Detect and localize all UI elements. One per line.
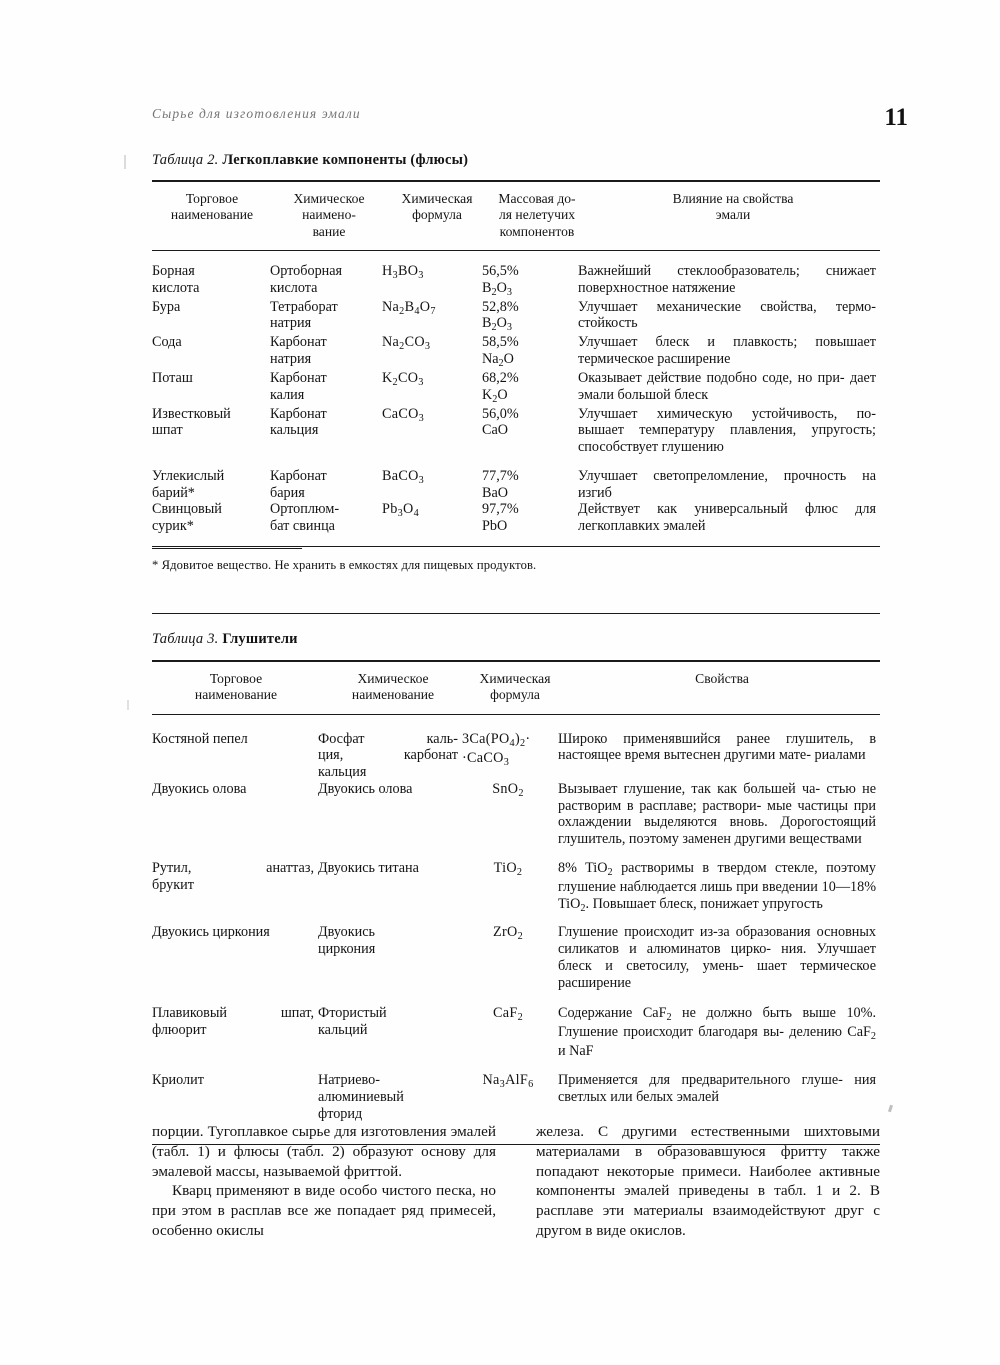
cell-trade-name: Известковый шпат [152, 405, 231, 439]
table-3-header-row [152, 662, 880, 714]
cell-properties: Содержание CaF$_2$ не должно быть выше 10%. Глушение происходит благодаря вы- делению CaF$_2$ и NaF [558, 1005, 876, 1060]
cell-trade-name: Костяной пепел [152, 730, 248, 747]
body-columns [152, 1122, 880, 1241]
table-row [152, 991, 880, 1060]
table-2-body [152, 263, 880, 535]
cell-chemical-name: Натриево- алюминиевый фторид [318, 1072, 404, 1122]
table-3-body [152, 731, 880, 1123]
table-row [152, 456, 880, 502]
cell-trade-name: Плавиковый шпат, флюорит [152, 1005, 314, 1039]
col-header-mass-fraction: Массовая до- ля нелетучих компонентов [498, 191, 576, 239]
cell-trade-name: Поташ [152, 369, 193, 386]
cell-properties: Глушение происходит из-за образования основных силикатов и алюминатов цирко- ния. Улучшает блеск и светосилу, умень- шает термическое расширение [558, 924, 877, 991]
col-header-properties: Свойства [695, 671, 749, 686]
cell-chemical-name: Двуокись циркония [318, 924, 376, 958]
table-3-above-rule [152, 613, 880, 614]
cell-chemical-formula: CaF$_2$ [493, 1005, 523, 1024]
col-header-trade-name: Торговое наименование [194, 671, 278, 703]
cell-chemical-formula: $Pb_3O_4$ [382, 501, 419, 520]
table-2-header-row [152, 182, 880, 250]
cell-chemical-formula: $K_2CO_3$ [382, 369, 424, 388]
running-head: Сырье для изготовления эмали [152, 106, 361, 121]
table-row [152, 914, 880, 991]
table-row [152, 299, 880, 335]
cell-chemical-formula: $Na_3AlF_6$ [482, 1072, 534, 1090]
cell-chemical-name: Двуокись титана [318, 859, 419, 876]
cell-properties: 8% TiO$_2$ растворимы в твердом стекле, поэтому глушение наблюдается лишь при введении 10—18% TiO$_2$. Повышает блеск, понижает упругость [558, 859, 877, 914]
cell-mass-fraction: 58,5% $Na_2O$ [482, 334, 519, 369]
cell-chemical-formula: TiO$_2$ [493, 859, 523, 878]
col-header-chemical-name: Химическое наименование [351, 671, 435, 703]
cell-properties: Применяется для предварительного глуше- ния светлых или белых эмалей [558, 1072, 876, 1105]
table-row [152, 848, 880, 915]
table-2-bottom-rule [152, 546, 880, 547]
cell-effect: Оказывает действие подобно соде, но при- дает эмали большой блеск [578, 369, 877, 403]
cell-mass-fraction: 77,7% BaO [482, 467, 519, 501]
cell-chemical-name: Фтористый кальций [318, 1005, 387, 1039]
page-number: 11 [884, 104, 908, 131]
table-row [152, 406, 880, 456]
cell-mass-fraction: 52,8% $B_2O_3$ [482, 298, 519, 334]
footnote-rule [152, 548, 302, 549]
table-3-caption-number: Таблица 3. [152, 631, 219, 647]
cell-trade-name: Двуокись олова [152, 780, 247, 797]
table-2 [152, 182, 880, 250]
cell-chemical-formula: $Na_2CO_3$ [382, 334, 431, 353]
table-row [152, 334, 880, 370]
table-2-caption-number: Таблица 2. [152, 152, 219, 168]
cell-chemical-name: Тетраборат натрия [270, 298, 338, 332]
cell-chemical-name: Ортоборная кислота [270, 262, 343, 296]
cell-effect: Важнейший стеклообразователь; снижает поверхностное натяжение [578, 262, 876, 296]
cell-effect: Улучшает блеск и плавкость; повышает термическое расширение [578, 334, 876, 367]
cell-trade-name: Борная кислота [152, 262, 200, 296]
table-row [152, 263, 880, 299]
cell-chemical-formula: $3Ca(PO_4)_2\cdot$ ·CaCO$_3$ [462, 730, 531, 768]
col-header-chemical-formula: Химическая формула [479, 671, 551, 703]
col-header-chemical-name: Химическое наимено- вание [293, 191, 365, 239]
cell-mass-fraction: 97,7% PbO [482, 501, 519, 535]
cell-effect: Улучшает светопреломление, прочность на изгиб [578, 467, 876, 501]
cell-chemical-formula: SnO$_2$ [492, 780, 524, 799]
table-2-head [152, 182, 880, 250]
cell-trade-name: Свинцовый сурик* [152, 501, 222, 535]
table-3-header-rule [152, 714, 880, 715]
cell-trade-name: Рутил, анаттаз, брукит [152, 859, 314, 893]
body-column-left [152, 1122, 496, 1241]
scan-speck [888, 1105, 893, 1113]
paragraph: железа. С другими естественными шихтовыми материалами в образовавшуюся фритту также попадают некоторые примеси. Наиболее активные компоненты эмалей приведены в табл. 1 и 2. В расплаве эти материалы взаимодействуют друг с другом в виде окислов. [536, 1123, 880, 1239]
cell-chemical-name: Двуокись олова [318, 780, 413, 797]
table-row [152, 781, 880, 848]
cell-properties: Широко применявшийся ранее глушитель, в настоящее время вытеснен другими мате- риалами [558, 730, 877, 764]
cell-effect: Действует как универсальный флюс для легкоплавких эмалей [578, 501, 876, 535]
col-header-trade-name: Торговое наименование [170, 191, 254, 223]
table-2-block [152, 152, 880, 547]
cell-trade-name: Двуокись циркония [152, 924, 270, 941]
cell-trade-name: Бура [152, 298, 181, 315]
cell-trade-name: Углекислый барий* [152, 467, 225, 501]
paragraph: Кварц применяют в виде особо чистого песка, но при этом в расплав все же попадает ряд примесей, особенно окислы [152, 1182, 496, 1239]
cell-chemical-name: Карбонат кальция [270, 405, 327, 439]
table-3-block [152, 613, 880, 1145]
cell-chemical-formula: $Na_2B_4O_7$ [382, 298, 436, 317]
cell-chemical-name: Карбонат бария [270, 467, 327, 501]
cell-properties: Вызывает глушение, так как большей ча- стью не растворим в расплаве; раствори- мые частицы при охлаждении выделяются вновь. Дорогостоящий глушитель, поэтому заменен другими веществами [558, 780, 876, 848]
scan-speck [127, 700, 129, 710]
scan-speck [124, 155, 126, 169]
footnote-text: * Ядовитое вещество. Не хранить в емкостях для пищевых продуктов. [152, 558, 537, 572]
cell-mass-fraction: 56,0% CaO [482, 405, 519, 439]
cell-chemical-formula: BaCO$_3$ [382, 467, 425, 486]
table-row [152, 370, 880, 406]
cell-trade-name: Криолит [152, 1072, 204, 1088]
cell-effect: Улучшает механические свойства, термо- стойкость [578, 298, 876, 332]
table-3-caption [152, 631, 880, 648]
table-row [152, 731, 880, 781]
table-3-caption-title: Глушители [222, 631, 298, 647]
paragraph: порции. Тугоплавкое сырье для изготовления эмалей (табл. 1) и флюсы (табл. 2) образуют основу для эмалевой массы, называемой фриттой. [152, 1123, 496, 1180]
cell-chemical-name: Карбонат калия [270, 369, 327, 403]
table-2-caption-title: Легкоплавкие компоненты (флюсы) [222, 152, 469, 168]
table-row [152, 1060, 880, 1122]
col-header-chemical-formula: Химическая формула [401, 191, 473, 223]
table-row [152, 501, 880, 535]
footnote-block [152, 548, 880, 573]
cell-effect: Улучшает химическую устойчивость, по- вышает температуру плавления, упругость; способствует глушению [578, 405, 876, 456]
table-3 [152, 662, 880, 714]
cell-chemical-name: Карбонат натрия [270, 334, 327, 367]
cell-chemical-formula: ZrO$_2$ [493, 924, 523, 943]
col-header-effect: Влияние на свойства эмали [672, 191, 794, 223]
body-column-right [536, 1122, 880, 1241]
cell-trade-name: Сода [152, 334, 182, 351]
table-2-header-rule [152, 250, 880, 251]
cell-chemical-name: Фосфат каль- ция, карбонат кальция [318, 730, 458, 781]
cell-chemical-formula: CaCO$_3$ [382, 405, 425, 424]
table-2-caption [152, 152, 880, 169]
cell-chemical-name: Ортоплюм- бат свинца [270, 501, 340, 535]
cell-chemical-formula: $H_3BO_3$ [382, 262, 424, 281]
cell-mass-fraction: 68,2% $K_2O$ [482, 369, 519, 405]
cell-mass-fraction: 56,5% $B_2O_3$ [482, 262, 519, 298]
